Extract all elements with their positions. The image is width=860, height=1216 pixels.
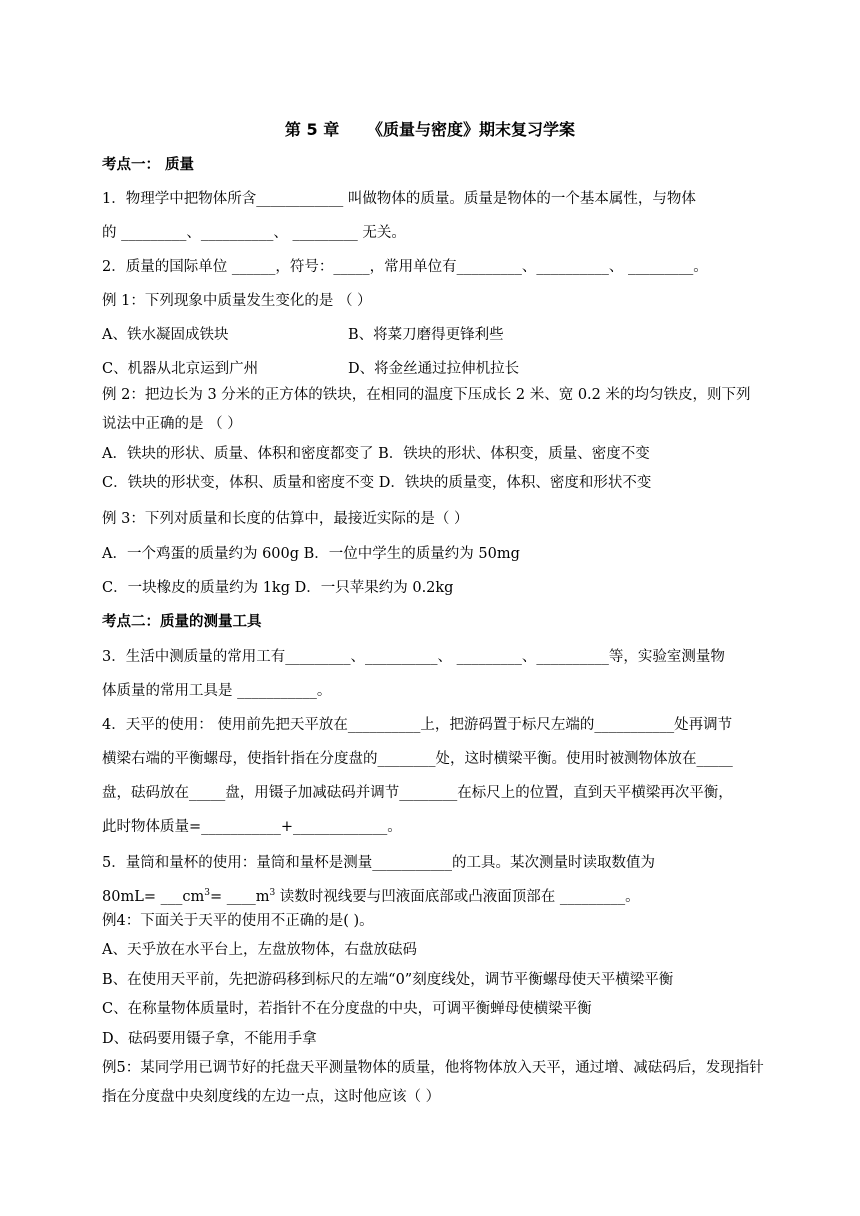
example-4-option-a: A、天乎放在水平台上，左盘放物体，右盘放砝码 [102,942,417,958]
example-2-options-ab: A．铁块的形状、质量、体积和密度都变了 B．铁块的形状、体积变，质量、密度不变 [102,446,650,462]
example-1-option-b: B、将菜刀磨得更锋利些 [348,327,504,343]
page-title: 第 5 章 《质量与密度》期末复习学案 [284,120,576,139]
question-5-line-1: 5．量筒和量杯的使用：量筒和量杯是测量___________的工具。某次测量时读取数值为 [102,855,655,871]
example-4-option-d: D、砝码要用镊子拿，不能用手拿 [102,1031,317,1047]
question-2-line-1: 2．质量的国际单位 ______，符号：_____，常用单位有_________、__________、 _________。 [102,259,708,275]
question-1-line-2: 的 _________、__________、 _________ 无关。 [102,225,406,241]
section-heading-measuring-tools: 考点二：质量的测量工具 [102,614,262,630]
cubic-exponent: 3 [269,888,276,898]
example-1-option-d: D、将金丝通过拉伸机拉长 [348,361,520,377]
example-3-stem: 例 3：下列对质量和长度的估算中，最接近实际的是（ ） [102,511,469,527]
question-4-line-2: 横梁右端的平衡螺母，使指针指在分度盘的________处，这时横梁平衡。使用时被测物体放在_____ [102,751,733,767]
example-1-options-ab [102,325,800,345]
question-5-line-2 [102,887,800,907]
question-3-line-1: 3．生活中测质量的常用工有_________、__________、 _________、__________等，实验室测量物 [102,649,725,665]
question-5-reading-instruction: 读数时视线要与凹液面底部或凸液面顶部在 _________。 [275,889,640,905]
example-1-stem: 例 1：下列现象中质量发生变化的是 （ ） [102,293,372,309]
example-4-option-b: B、在使用天平前，先把游码移到标尺的左端“0”刻度线处，调节平衡螺母使天平横梁平衡 [102,972,674,988]
example-3-options-cd: C．一块橡皮的质量约为 1kg D．一只苹果约为 0.2kg [102,580,454,596]
example-2-stem-line-1: 例 2：把边长为 3 分米的正方体的铁块，在相同的温度下压成长 2 米、宽 0.2 米的均匀铁皮，则下列 [102,387,751,403]
question-3-line-2: 体质量的常用工具是 ___________。 [102,683,332,699]
example-5-stem-line-2: 指在分度盘中央刻度线的左边一点，这时他应该（ ） [102,1089,441,1105]
cubic-exponent: 3 [204,888,210,898]
example-1-option-c: C、机器从北京运到广州 [102,361,259,377]
example-1-options-cd [102,359,800,379]
question-5-volume-cm: = ____m [209,889,270,905]
example-2-stem-line-2: 说法中正确的是 （ ） [102,416,242,432]
question-1-line-1: 1．物理学中把物体所含____________ 叫做物体的质量。质量是物体的一个基本属性，与物体 [102,191,696,207]
example-4-stem: 例4：下面关于天平的使用不正确的是( )。 [102,913,374,929]
question-4-line-3: 盘，砝码放在_____盘，用镊子加减砝码并调节________在标尺上的位置，直到天平横梁再次平衡， [102,785,733,801]
question-4-line-1: 4．天平的使用： 使用前先把天平放在__________上，把游码置于标尺左端的___________处再调节 [102,717,733,733]
question-4-line-4: 此时物体质量=___________+_____________。 [102,819,402,835]
example-3-options-ab: A．一个鸡蛋的质量约为 600g B．一位中学生的质量约为 50mg [102,546,520,562]
question-5-volume-ml: 80mL= ___cm [102,889,205,905]
example-1-option-a: A、铁水凝固成铁块 [102,327,229,343]
example-4-option-c: C、在称量物体质量时，若指针不在分度盘的中央，可调平衡蝉母使横梁平衡 [102,1001,592,1017]
example-2-options-cd: C．铁块的形状变，体积、质量和密度不变 D．铁块的质量变，体积、密度和形状不变 [102,475,652,491]
example-5-stem-line-1: 例5：某同学用已调节好的托盘天平测量物体的质量，他将物体放入天平，通过增、减砝码后，发现指针 [102,1060,764,1076]
section-heading-mass: 考点一： 质量 [102,157,195,173]
